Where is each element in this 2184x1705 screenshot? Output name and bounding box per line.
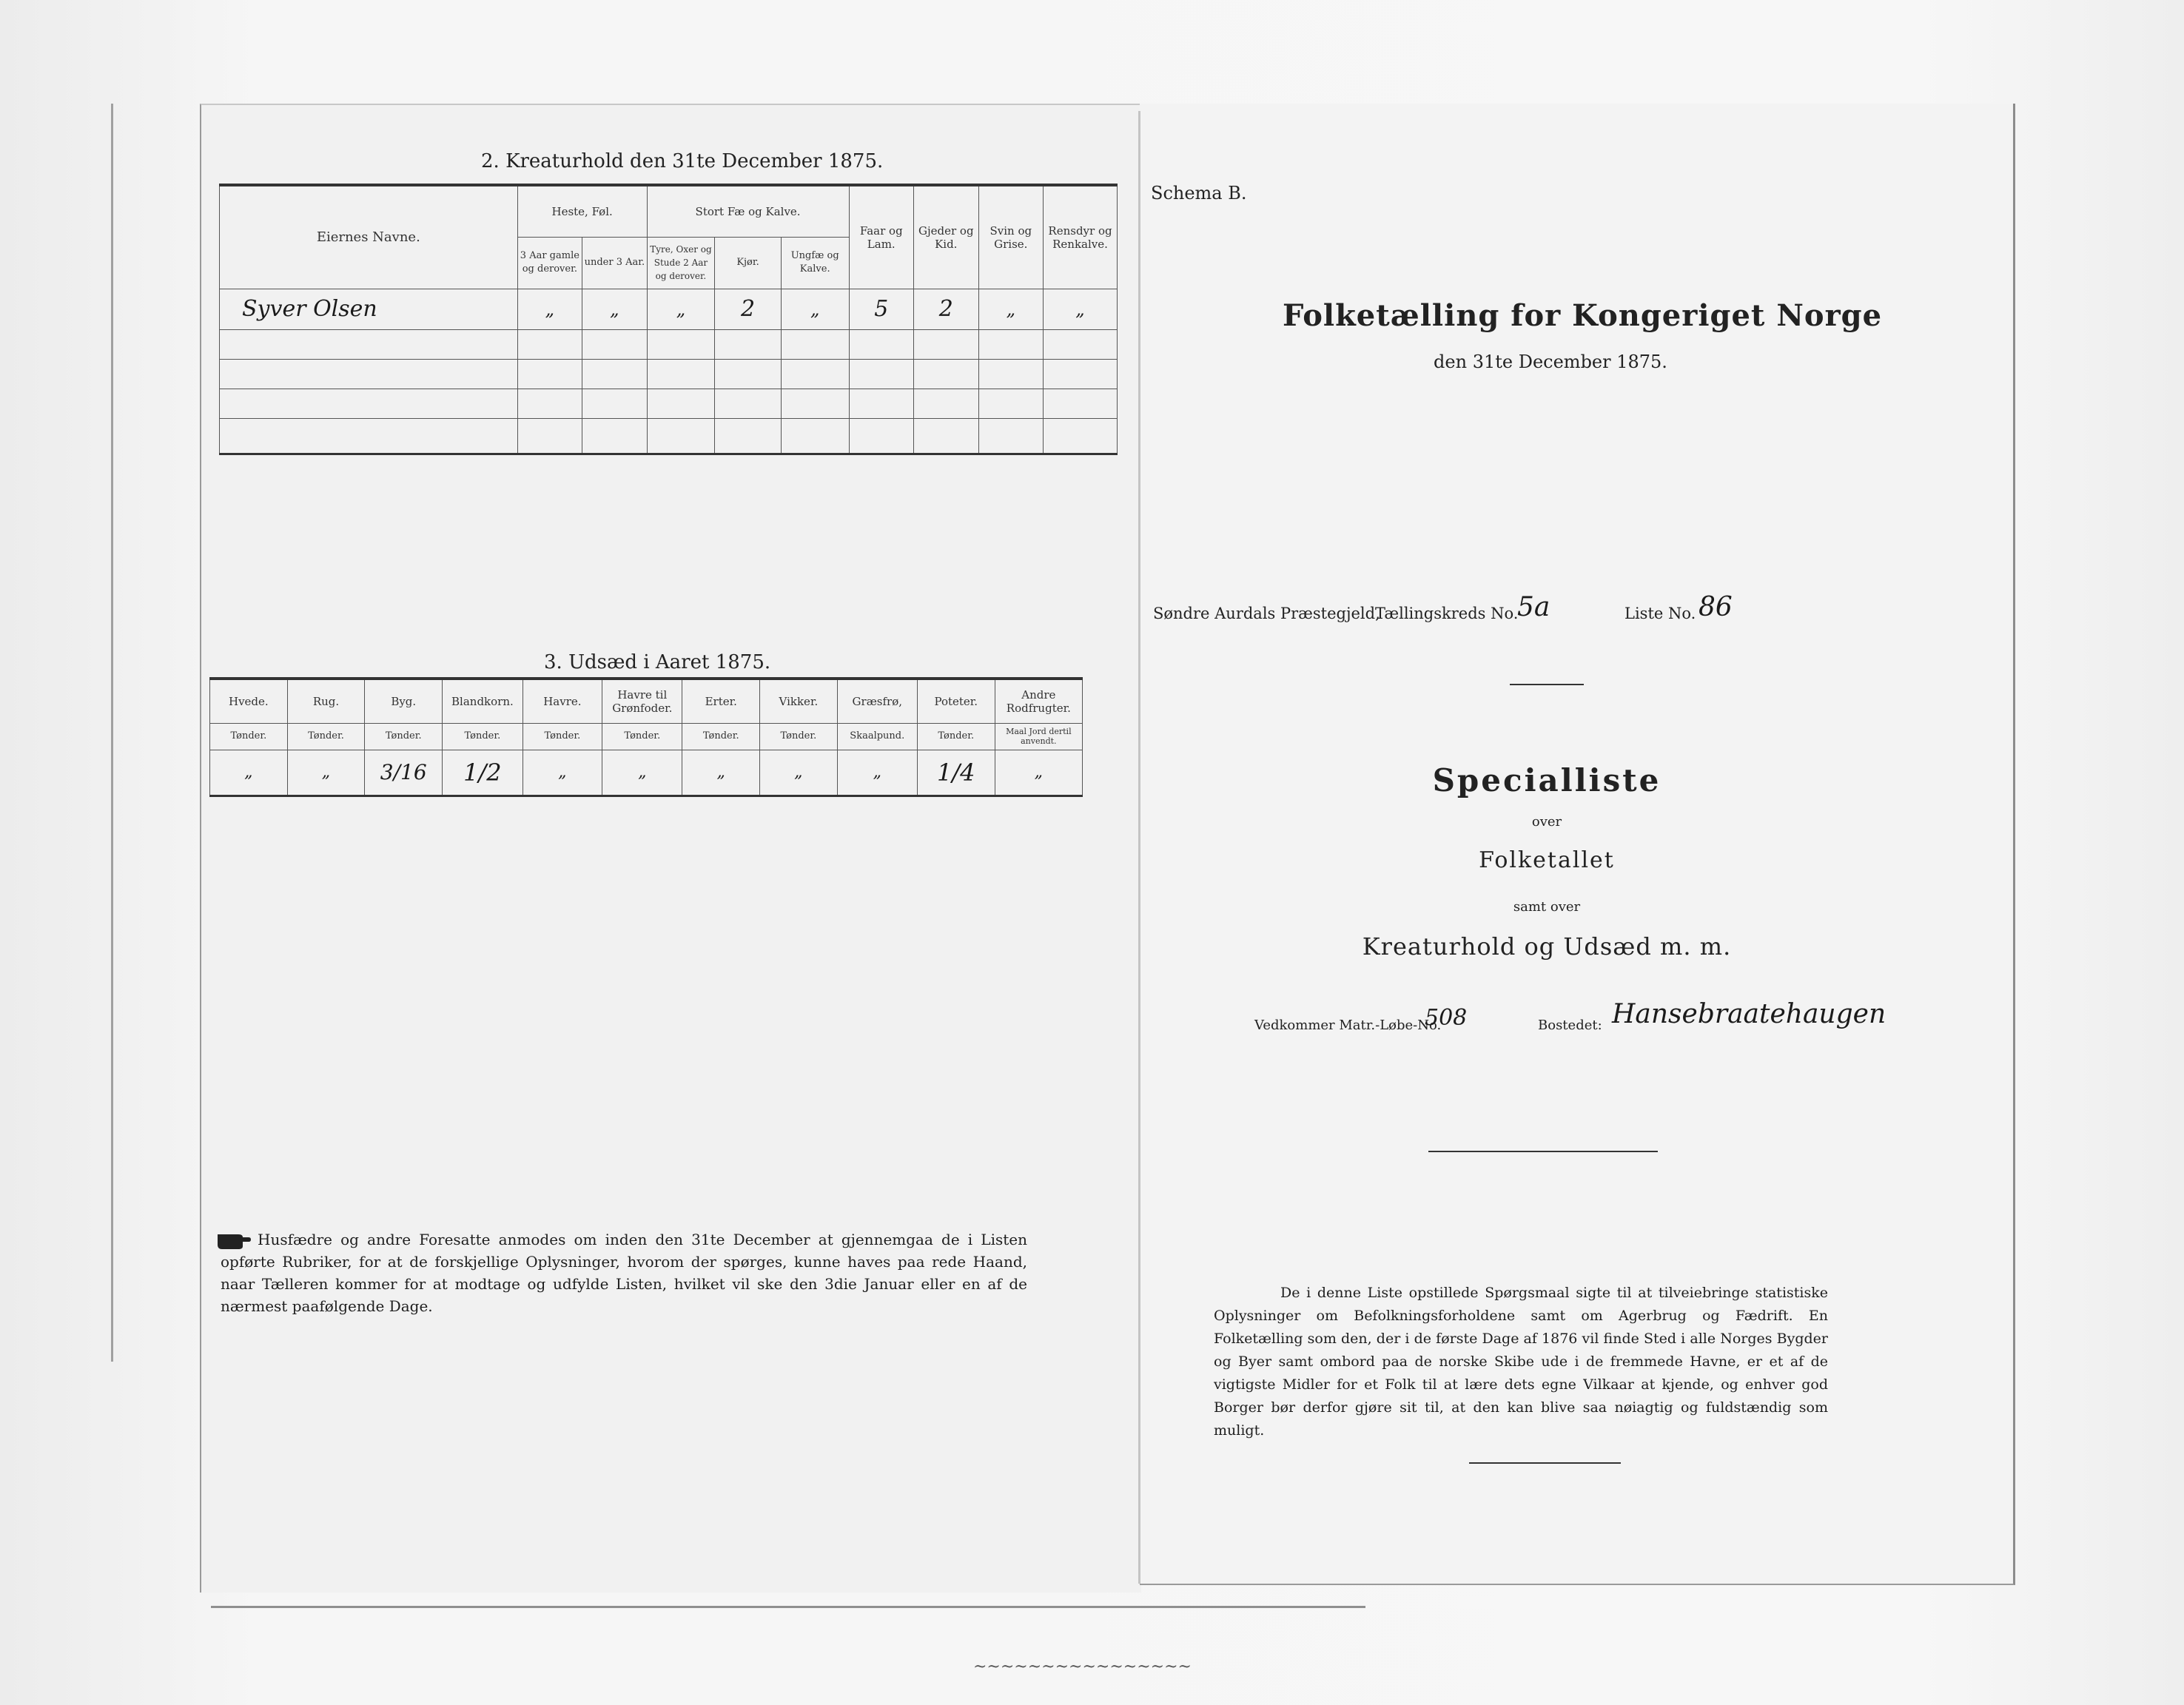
header-oats: Havre. (523, 679, 602, 723)
header-grass-seed: Græsfrø, (837, 679, 917, 723)
header-green-fodder: Havre til Grønfoder. (602, 679, 682, 723)
cell-value: „ (995, 750, 1082, 796)
unit: Tønder. (365, 723, 443, 750)
district-value: 5a (1517, 592, 1550, 622)
census-date: den 31te December 1875. (1434, 352, 1667, 372)
unit: Tønder. (917, 723, 995, 750)
census-title: Folketælling for Kongeriget Norge (1283, 298, 1883, 333)
matr-value: 508 (1425, 1005, 1468, 1031)
kreaturhold-text: Kreaturhold og Udsæd m. m. (1362, 932, 1732, 961)
sub-header-horses-old: 3 Aar gamle og derover. (517, 237, 582, 289)
list-label: Liste No. (1624, 605, 1696, 622)
divider (1510, 684, 1584, 685)
cell-value: „ (523, 750, 602, 796)
cell-value: 2 (715, 289, 782, 329)
cell-value: „ (647, 289, 715, 329)
header-sheep: Faar og Lam. (849, 185, 914, 289)
cell-value: „ (760, 750, 838, 796)
samt-over-text: samt over (1513, 899, 1581, 915)
livestock-table (219, 184, 1118, 455)
cell-value: „ (837, 750, 917, 796)
matr-label: Vedkommer Matr.-Løbe-No. (1254, 1018, 1442, 1033)
unit: Maal Jord dertil anvendt. (995, 723, 1082, 750)
parish-name: Søndre Aurdals Præstegjeld, (1153, 605, 1380, 622)
sub-header-horses-young: under 3 Aar. (582, 237, 648, 289)
divider (1428, 1151, 1658, 1152)
cell-value: „ (602, 750, 682, 796)
divider (1469, 1462, 1621, 1464)
section3-title: 3. Udsæd i Aaret 1875. (544, 651, 771, 673)
header-pigs: Svin og Grise. (978, 185, 1044, 289)
page-bottom-edge (211, 1606, 1365, 1608)
list-value: 86 (1699, 592, 1733, 622)
owner-name: Syver Olsen (220, 289, 518, 329)
header-peas: Erter. (682, 679, 760, 723)
cell-value: „ (781, 289, 849, 329)
unit: Tønder. (287, 723, 365, 750)
cell-value: „ (978, 289, 1044, 329)
header-mixed-grain: Blandkorn. (443, 679, 523, 723)
bosted-value: Hansebraatehaugen (1612, 999, 1886, 1029)
header-barley: Byg. (365, 679, 443, 723)
cell-value: 1/4 (917, 750, 995, 796)
unit: Tønder. (523, 723, 602, 750)
cell-value: „ (682, 750, 760, 796)
cell-value: „ (1044, 289, 1118, 329)
unit: Tønder. (682, 723, 760, 750)
cell-value: 2 (914, 289, 979, 329)
unit: Tønder. (602, 723, 682, 750)
sub-header-calves: Ungfæ og Kalve. (781, 237, 849, 289)
header-rye: Rug. (287, 679, 365, 723)
unit: Skaalpund. (837, 723, 917, 750)
header-potatoes: Poteter. (917, 679, 995, 723)
header-goats: Gjeder og Kid. (914, 185, 979, 289)
header-wheat: Hvede. (210, 679, 288, 723)
sub-header-cows: Kjør. (715, 237, 782, 289)
cell-value: „ (287, 750, 365, 796)
bottom-scribble: ~~~~~~~~~~~~~~~~ (973, 1658, 1192, 1676)
unit: Tønder. (760, 723, 838, 750)
cell-value: 3/16 (365, 750, 443, 796)
header-cattle: Stort Fæ og Kalve. (647, 185, 849, 237)
owner-header: Eiernes Navne. (316, 229, 420, 246)
cell-value: „ (210, 750, 288, 796)
sub-header-bulls: Tyre, Oxer og Stude 2 Aar og derover. (647, 237, 715, 289)
header-vetches: Vikker. (760, 679, 838, 723)
schema-label: Schema B. (1151, 183, 1247, 204)
folketallet-text: Folketallet (1479, 847, 1615, 873)
cell-value: „ (517, 289, 582, 329)
cell-value: 1/2 (443, 750, 523, 796)
specialliste-title: Specialliste (1432, 762, 1661, 798)
cell-value: 5 (849, 289, 914, 329)
cell-value: „ (582, 289, 648, 329)
over-text: over (1531, 814, 1562, 830)
section2-title: 2. Kreaturhold den 31te December 1875. (481, 150, 884, 172)
page-edge-line (111, 104, 113, 1362)
footer-text: De i denne Liste opstillede Spørgsmaal sigte til at tilveiebringe statistiske Oplysninger om Befolkningsforholdene samt om Agerbrug og Fædrift. En Folketælling som den, der i de første Dage af 1876 vil finde Sted i alle Norges Bygder og Byer samt ombord paa de norske Skibe ude i de fremmede Havne, er et af de vigtigste Midler for et Folk til at lære dets egne Vilkaar at kjende, og enhver god Borger bør derfor gjøre sit til, at den kan blive saa nøiagtig og fuldstændig som muligt. (1214, 1285, 1828, 1439)
unit: Tønder. (443, 723, 523, 750)
district-label: Tællingskreds No. (1375, 605, 1519, 622)
header-horses: Heste, Føl. (517, 185, 647, 237)
table-row (220, 289, 1118, 329)
page-fold (1138, 111, 1140, 1584)
unit: Tønder. (210, 723, 288, 750)
bosted-label: Bostedet: (1538, 1018, 1602, 1033)
seed-table (209, 677, 1083, 797)
instructions-notice: Husfædre og andre Foresatte anmodes om inden den 31te December at gjennemgaa de i Listen opførte Rubriker, for at de forskjellige Oplysninger, hvorom der spørges, kunne haves paa rede Haand, naar Tælleren kommer for at modtage og udfylde Listen, hvilket vil ske den 3die Januar eller en af de nærmest paafølgende Dage. (221, 1231, 1027, 1315)
header-root-crops: Andre Rodfrugter. (995, 679, 1082, 723)
table-row (210, 750, 1083, 796)
header-reindeer: Rensdyr og Renkalve. (1044, 185, 1118, 289)
